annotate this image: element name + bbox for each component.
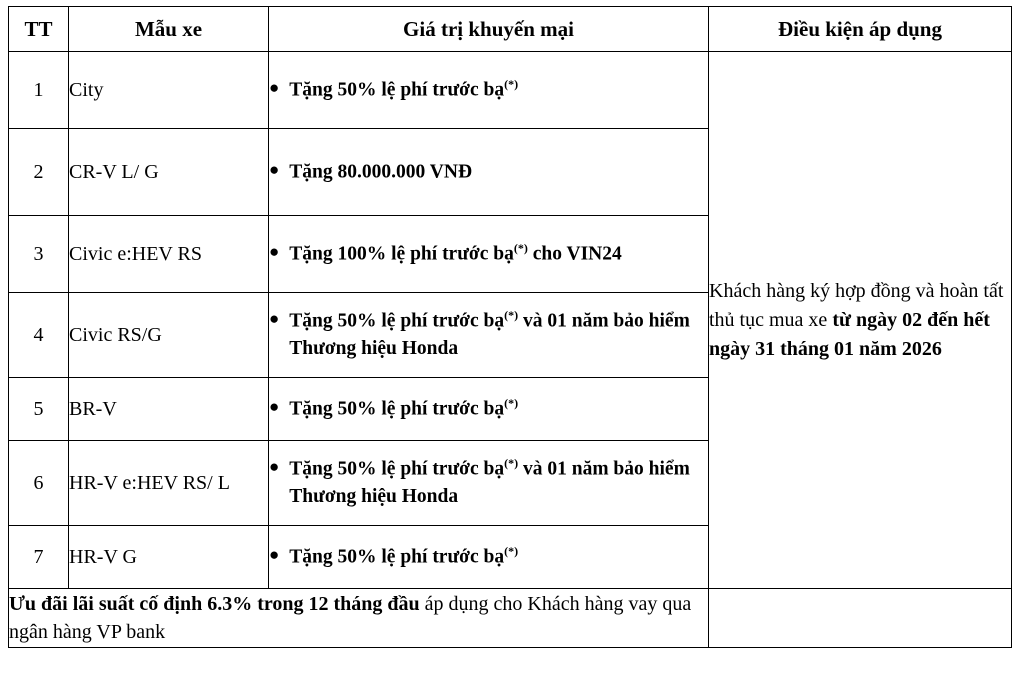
bullet-superscript: (*) xyxy=(504,76,519,91)
bullet-main: Tặng 50% lệ phí trước bạ xyxy=(289,458,505,480)
conditions-cell xyxy=(709,52,1012,589)
bullet-item xyxy=(269,455,708,510)
footer-empty-cell xyxy=(709,589,1012,648)
bullet-item xyxy=(269,158,708,186)
row-model: Civic RS/G xyxy=(69,293,269,378)
row-index: 4 xyxy=(9,293,69,378)
footer-note xyxy=(9,589,709,648)
bullet-tail: và 01 năm bảo hiểm Thương hiệu Honda xyxy=(289,310,690,359)
row-promo-value xyxy=(269,293,709,378)
row-index: 6 xyxy=(9,441,69,526)
bullet-superscript: (*) xyxy=(513,240,528,255)
row-index: 5 xyxy=(9,378,69,441)
bullet-text xyxy=(289,76,518,104)
bullet-text xyxy=(289,158,472,186)
table-header-row xyxy=(9,7,1012,52)
bullet-text xyxy=(289,395,518,423)
row-promo-value xyxy=(269,216,709,293)
table-body xyxy=(9,52,1012,648)
bullet-main: Tặng 100% lệ phí trước bạ xyxy=(289,243,514,265)
bullet-superscript: (*) xyxy=(504,543,519,558)
row-index: 2 xyxy=(9,129,69,216)
row-index: 3 xyxy=(9,216,69,293)
row-model: City xyxy=(69,52,269,129)
conditions-strong: từ ngày 02 đến hết ngày 31 tháng 01 năm 2026 xyxy=(709,308,990,360)
bullet-item xyxy=(269,395,708,423)
row-model: HR-V e:HEV RS/ L xyxy=(69,441,269,526)
bullet-text xyxy=(289,543,518,571)
bullet-text xyxy=(289,455,708,510)
bullet-text xyxy=(289,240,621,268)
bullet-item xyxy=(269,240,708,268)
row-model: CR-V L/ G xyxy=(69,129,269,216)
bullet-superscript: (*) xyxy=(504,308,519,323)
row-promo-value xyxy=(269,441,709,526)
bullet-tail: cho VIN24 xyxy=(527,243,622,265)
conditions-lead: Khách hàng ký hợp đồng và hoàn tất thủ tục mua xe xyxy=(709,279,1004,331)
row-promo-value xyxy=(269,378,709,441)
bullet-superscript: (*) xyxy=(504,456,519,471)
bullet-dot-icon: ● xyxy=(269,309,280,329)
bullet-dot-icon: ● xyxy=(269,77,280,97)
column-header-model: Mẫu xe xyxy=(69,7,269,52)
bullet-superscript: (*) xyxy=(504,395,519,410)
bullet-main: Tặng 50% lệ phí trước bạ xyxy=(289,79,505,101)
column-header-promo-value: Giá trị khuyến mại xyxy=(269,7,709,52)
bullet-dot-icon: ● xyxy=(269,159,280,179)
bullet-item xyxy=(269,76,708,104)
row-promo-value xyxy=(269,52,709,129)
row-model: BR-V xyxy=(69,378,269,441)
row-model: HR-V G xyxy=(69,526,269,589)
promotion-table-document xyxy=(0,6,1021,694)
column-header-tt: TT xyxy=(9,7,69,52)
bullet-dot-icon: ● xyxy=(269,241,280,261)
column-header-conditions: Điều kiện áp dụng xyxy=(709,7,1012,52)
bullet-item xyxy=(269,307,708,362)
row-index: 1 xyxy=(9,52,69,129)
table-header xyxy=(9,7,1012,52)
row-index: 7 xyxy=(9,526,69,589)
bullet-main: Tặng 50% lệ phí trước bạ xyxy=(289,546,505,568)
footer-note-strong: Ưu đãi lãi suất cố định 6.3% trong 12 tháng đầu xyxy=(9,593,420,615)
bullet-main: Tặng 50% lệ phí trước bạ xyxy=(289,310,505,332)
row-promo-value xyxy=(269,129,709,216)
row-promo-value xyxy=(269,526,709,589)
bullet-tail: và 01 năm bảo hiểm Thương hiệu Honda xyxy=(289,458,690,507)
bullet-main: Tặng 50% lệ phí trước bạ xyxy=(289,398,505,420)
table-footer-row xyxy=(9,589,1012,648)
bullet-dot-icon: ● xyxy=(269,396,280,416)
table-row xyxy=(9,52,1012,129)
bullet-item xyxy=(269,543,708,571)
footer-note-rest: áp dụng cho Khách hàng vay qua ngân hàng VP bank xyxy=(9,593,692,643)
bullet-main: Tặng 80.000.000 VNĐ xyxy=(289,161,473,183)
bullet-dot-icon: ● xyxy=(269,544,280,564)
promotion-table xyxy=(8,6,1012,648)
bullet-dot-icon: ● xyxy=(269,457,280,477)
row-model: Civic e:HEV RS xyxy=(69,216,269,293)
bullet-text xyxy=(289,307,708,362)
